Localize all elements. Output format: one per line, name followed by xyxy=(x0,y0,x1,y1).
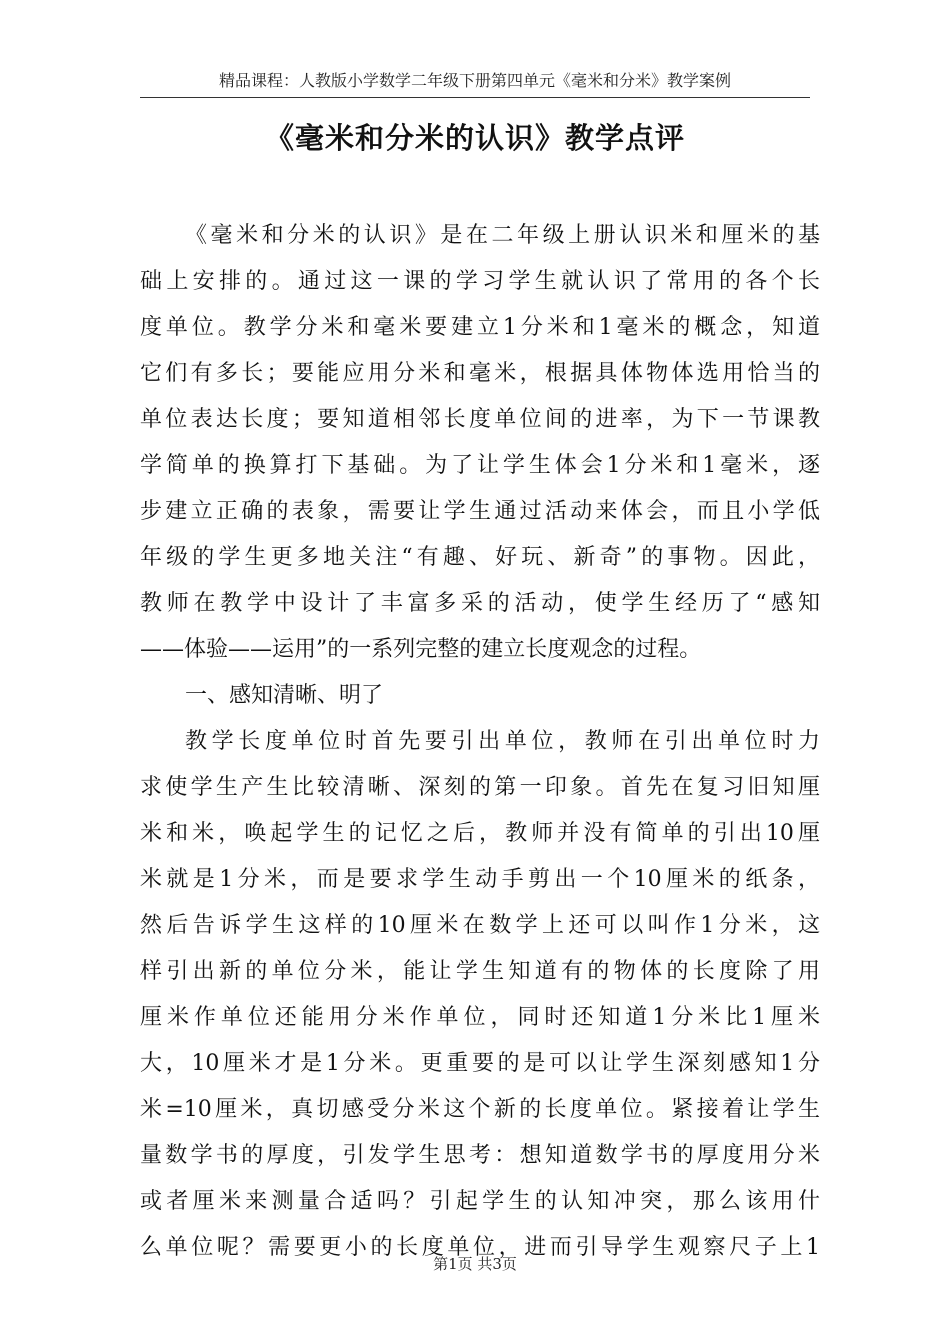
text-line: 它们有多长；要能应用分米和毫米，根据具体物体选用恰当的 xyxy=(140,361,820,386)
text-line: 厘米作单位还能用分米作单位，同时还知道1分米比1厘米 xyxy=(140,1005,820,1030)
text-line: 《毫米和分米的认识》是在二年级上册认识米和厘米的基 xyxy=(185,223,820,248)
document-body xyxy=(140,213,820,1271)
text-line: 大，10厘米才是1分米。更重要的是可以让学生深刻感知1分 xyxy=(140,1051,820,1076)
page-number: 第1页 共3页 xyxy=(433,1255,517,1273)
text-line: 础上安排的。通过这一课的学习学生就认识了常用的各个长 xyxy=(140,269,820,294)
text-line: 单位表达长度；要知道相邻长度单位间的进率，为下一节课教 xyxy=(140,407,820,432)
document-title: 《毫米和分米的认识》教学点评 xyxy=(264,121,685,155)
text-line: 然后告诉学生这样的10厘米在数学上还可以叫作1分米，这 xyxy=(140,913,820,938)
text-line: 度单位。教学分米和毫米要建立1分米和1毫米的概念，知道 xyxy=(140,315,820,340)
text-line: ——体验——运用”的一系列完整的建立长度观念的过程。 xyxy=(140,637,702,662)
text-line: 教学长度单位时首先要引出单位，教师在引出单位时力 xyxy=(185,729,820,754)
text-line: 教师在教学中设计了丰富多采的活动，使学生经历了“感知 xyxy=(140,591,820,616)
section-heading: 一、感知清晰、明了 xyxy=(185,683,384,708)
text-line: 步建立正确的表象，需要让学生通过活动来体会，而且小学低 xyxy=(140,499,820,524)
header-rule xyxy=(140,97,810,98)
text-line: 米就是1分米，而是要求学生动手剪出一个10厘米的纸条， xyxy=(140,867,820,892)
text-line: 么单位呢？需要更小的长度单位，进而引导学生观察尺子上1 xyxy=(140,1235,820,1260)
text-line: 年级的学生更多地关注“有趣、好玩、新奇”的事物。因此， xyxy=(140,545,820,570)
running-header: 精品课程：人教版小学数学二年级下册第四单元《毫米和分米》教学案例 xyxy=(218,71,731,90)
text-line: 求使学生产生比较清晰、深刻的第一印象。首先在复习旧知厘 xyxy=(140,775,820,800)
text-line: 样引出新的单位分米，能让学生知道有的物体的长度除了用 xyxy=(140,959,820,984)
text-line: 米和米，唤起学生的记忆之后，教师并没有简单的引出10厘 xyxy=(140,821,820,846)
text-line: 量数学书的厚度，引发学生思考：想知道数学书的厚度用分米 xyxy=(140,1143,820,1168)
text-line: 米=10厘米，真切感受分米这个新的长度单位。紧接着让学生 xyxy=(140,1097,820,1122)
text-line: 学简单的换算打下基础。为了让学生体会1分米和1毫米，逐 xyxy=(140,453,820,478)
text-line: 或者厘米来测量合适吗？引起学生的认知冲突，那么该用什 xyxy=(140,1189,820,1214)
